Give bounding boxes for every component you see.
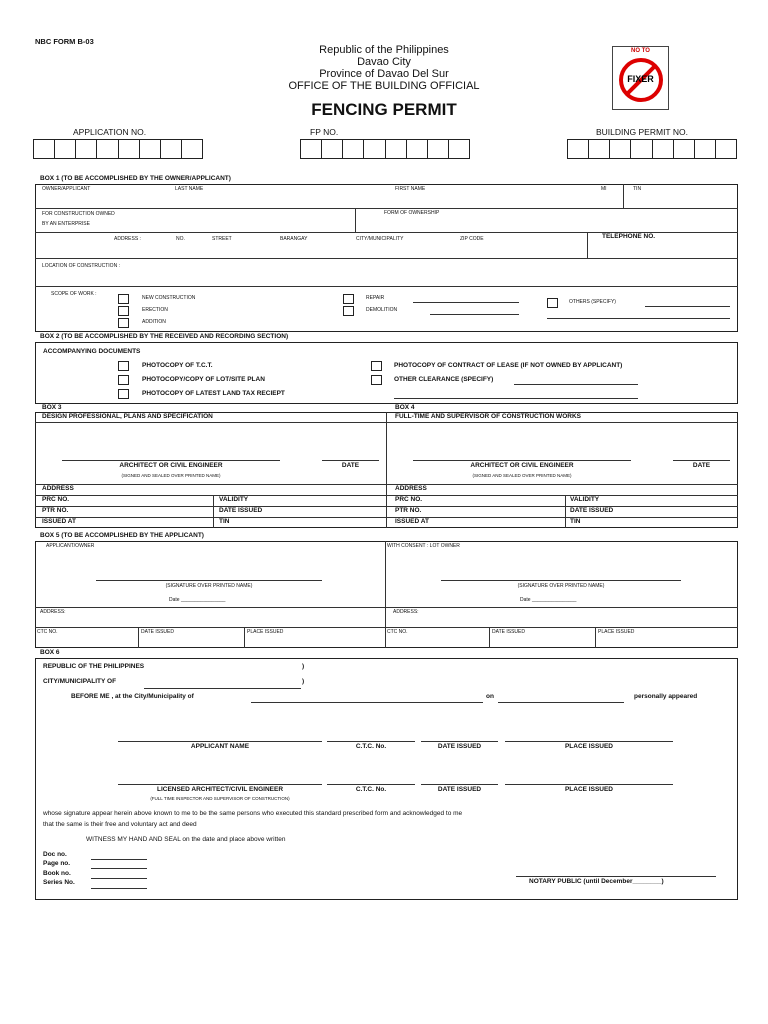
- box4-ptr-label: PTR NO.: [395, 507, 422, 514]
- erection-label: ERECTION: [142, 307, 168, 313]
- fp-no-label: FP NO.: [310, 127, 339, 137]
- lot-owner-date-issued-label: DATE ISSUED: [492, 629, 525, 635]
- box4-heading: BOX 4: [395, 404, 415, 411]
- box3-engineer-label: ARCHITECT OR CIVIL ENGINEER: [119, 462, 223, 469]
- box5-heading: BOX 5 (TO BE ACCOMPLISHED BY THE APPLICANT): [40, 532, 204, 539]
- logo-word: FIXER: [627, 74, 654, 84]
- by-enterprise-label: BY AN ENTERPRISE: [42, 221, 90, 227]
- box3-issued-at-label: ISSUED AT: [42, 518, 76, 525]
- box4-engineer-label: ARCHITECT OR CIVIL ENGINEER: [470, 462, 574, 469]
- lot-owner-address-label: ADDRESS:: [393, 609, 419, 615]
- box3-date-issued-label: DATE ISSUED: [219, 507, 263, 514]
- location-label: LOCATION OF CONSTRUCTION :: [42, 263, 120, 269]
- applicant-owner-label: APPLICANT/OWNER: [46, 543, 95, 549]
- addition-label: ADDITION: [142, 319, 166, 325]
- applicant-ctc-date-label: DATE ISSUED: [437, 743, 482, 750]
- letterhead-office: OFFICE OF THE BUILDING OFFICIAL: [288, 80, 480, 92]
- others-label: OTHERS (SPECIFY): [569, 299, 616, 305]
- demolition-checkbox[interactable]: [343, 306, 354, 316]
- box1-heading: BOX 1 (TO BE ACCOMPLISHED BY THE OWNER/APPLICANT): [40, 175, 231, 182]
- lot-owner-ctc-label: CTC NO.: [387, 629, 408, 635]
- other-clearance-label: OTHER CLEARANCE (SPECIFY): [394, 376, 494, 383]
- contract-checkbox[interactable]: [371, 361, 382, 371]
- applicant-name-label: APPLICANT NAME: [190, 743, 250, 750]
- letterhead-city: Davao City: [357, 56, 411, 68]
- box4-prc-label: PRC NO.: [395, 496, 423, 503]
- form-of-ownership-label: FORM OF OWNERSHIP: [384, 210, 440, 216]
- logo-top-text: NO TO: [631, 48, 650, 54]
- demolition-label: DEMOLITION: [366, 307, 398, 313]
- doc-no-label: Doc no.: [43, 851, 67, 858]
- erection-checkbox[interactable]: [118, 306, 129, 316]
- lot-owner-signature-label: (SIGNATURE OVER PRINTED NAME): [517, 583, 605, 589]
- box3-subheading: DESIGN PROFESSIONAL, PLANS AND SPECIFICATION: [42, 413, 213, 420]
- city-municipality-label: CITY/MUNICIPALITY: [356, 236, 404, 242]
- addition-checkbox[interactable]: [118, 318, 129, 328]
- licensed-engineer-label: LICENSED ARCHITECT/CIVIL ENGINEER: [156, 786, 284, 793]
- new-construction-label: NEW CONSTRUCTION: [142, 295, 196, 301]
- city-paren: ): [302, 678, 305, 685]
- address-label: ADDRESS :: [114, 236, 141, 242]
- page-title: FENCING PERMIT: [311, 100, 457, 119]
- building-permit-no-field[interactable]: [567, 139, 737, 159]
- form-number: NBC FORM B-03: [35, 37, 94, 46]
- other-clearance-checkbox[interactable]: [371, 375, 382, 385]
- box4-subheading: FULL-TIME AND SUPERVISOR OF CONSTRUCTION WORKS: [395, 413, 581, 420]
- owner-name-field[interactable]: [42, 195, 617, 207]
- applicant-ctc-label: CTC NO.: [37, 629, 58, 635]
- lot-owner-place-issued-label: PLACE ISSUED: [598, 629, 635, 635]
- box4-date-issued-label: DATE ISSUED: [570, 507, 614, 514]
- lot-plan-checkbox[interactable]: [118, 375, 129, 385]
- before-me-text: BEFORE ME , at the City/Municipality of: [71, 693, 194, 700]
- repair-checkbox[interactable]: [343, 294, 354, 304]
- book-no-label: Book no.: [43, 870, 71, 877]
- new-construction-checkbox[interactable]: [118, 294, 129, 304]
- building-permit-no-label: BUILDING PERMIT NO.: [596, 127, 688, 137]
- contract-label: PHOTOCOPY OF CONTRACT OF LEASE (IF NOT OWNED BY APPLICANT): [394, 362, 623, 369]
- on-text: on: [486, 693, 494, 700]
- box3-date-label: DATE: [341, 462, 360, 469]
- street-label: STREET: [212, 236, 232, 242]
- tin-label: TIN: [633, 186, 642, 192]
- letterhead-province: Province of Davao Del Sur: [319, 68, 449, 80]
- application-no-field[interactable]: [33, 139, 203, 159]
- letterhead-country: Republic of the Philippines: [319, 44, 449, 56]
- box4-issued-at-label: ISSUED AT: [395, 518, 429, 525]
- box4-date-label: DATE: [692, 462, 711, 469]
- series-no-label: Series No.: [43, 879, 75, 886]
- barangay-label: BARANGAY: [280, 236, 308, 242]
- box3-ptr-label: PTR NO.: [42, 507, 69, 514]
- box4-signed-note: (SIGNED AND SEALED OVER PRINTED NAME): [472, 473, 572, 478]
- zip-code-label: ZIP CODE: [460, 236, 484, 242]
- lot-plan-label: PHOTOCOPY/COPY OF LOT/SITE PLAN: [142, 376, 265, 383]
- applicant-ctc-place-label: PLACE ISSUED: [564, 743, 614, 750]
- acknowledgment-text: whose signature appear herein above known to me to be the same persons who executed this standard prescribed form and acknowledged to me: [43, 810, 463, 817]
- republic-label: REPUBLIC OF THE PHILIPPINES: [43, 663, 145, 670]
- box3-address-label: ADDRESS: [42, 485, 74, 492]
- accompanying-label: ACCOMPANYING DOCUMENTS: [43, 348, 141, 355]
- engineer-ctc-place-label: PLACE ISSUED: [564, 786, 614, 793]
- lot-owner-date[interactable]: Date ________________: [520, 597, 577, 603]
- letterhead: [234, 44, 534, 92]
- application-no-label: APPLICATION NO.: [73, 127, 147, 137]
- notary-public-label: NOTARY PUBLIC (until December________): [529, 878, 664, 885]
- box6-heading: BOX 6: [40, 649, 60, 656]
- fp-no-field[interactable]: [300, 139, 470, 159]
- page-no-label: Page no.: [43, 860, 71, 867]
- no-fixer-logo: [612, 46, 669, 110]
- others-checkbox[interactable]: [547, 298, 558, 308]
- applicant-date[interactable]: Date ________________: [169, 597, 226, 603]
- scope-label: SCOPE OF WORK :: [51, 291, 97, 297]
- acknowledgment-text-2: that the same is their free and voluntary act and deed: [43, 821, 197, 828]
- address-no-label: NO.: [176, 236, 185, 242]
- engineer-ctc-no-label: C.T.C. No.: [355, 786, 387, 793]
- box4-validity-label: VALIDITY: [570, 496, 600, 503]
- applicant-place-issued-label: PLACE ISSUED: [247, 629, 284, 635]
- owner-label: OWNER/APPLICANT: [42, 186, 91, 192]
- fulltime-note: (FULL TIME INSPECTOR AND SUPERVISOR OF CONSTRUCTION): [150, 796, 290, 801]
- appeared-text: personally appeared: [634, 693, 698, 700]
- box4-address-label: ADDRESS: [395, 485, 427, 492]
- engineer-ctc-date-label: DATE ISSUED: [437, 786, 482, 793]
- city-of-label: CITY/MUNICIPALITY OF: [43, 678, 117, 685]
- republic-paren: ): [302, 663, 305, 670]
- box3-signed-note: (SIGNED AND SEALED OVER PRINTED NAME): [121, 473, 221, 478]
- applicant-address-label: ADDRESS:: [40, 609, 66, 615]
- land-tax-label: PHOTOCOPY OF LATEST LAND TAX RECIEPT: [142, 390, 285, 397]
- lot-owner-label: WITH CONSENT : LOT OWNER: [387, 543, 460, 549]
- box4-tin-label: TIN: [570, 518, 581, 525]
- applicant-ctc-no-label: C.T.C. No.: [355, 743, 387, 750]
- applicant-signature-label: (SIGNATURE OVER PRINTED NAME): [165, 583, 253, 589]
- last-name-label: LAST NAME: [175, 186, 204, 192]
- repair-label: REPAIR: [366, 295, 385, 301]
- applicant-date-issued-label: DATE ISSUED: [141, 629, 174, 635]
- first-name-label: FIRST NAME: [395, 186, 426, 192]
- mi-label: MI: [601, 186, 607, 192]
- box3-tin-label: TIN: [219, 518, 230, 525]
- tct-label: PHOTOCOPY OF T.C.T.: [142, 362, 213, 369]
- witness-text: WITNESS MY HAND AND SEAL on the date and place above written: [86, 836, 286, 843]
- box2: [35, 342, 738, 404]
- for-construction-label: FOR CONSTRUCTION OWNED: [42, 211, 115, 217]
- tct-checkbox[interactable]: [118, 361, 129, 371]
- box3-validity-label: VALIDITY: [219, 496, 249, 503]
- box3-heading: BOX 3: [42, 404, 62, 411]
- box2-heading: BOX 2 (TO BE ACCOMPLISHED BY THE RECEIVED AND RECORDING SECTION): [40, 333, 289, 340]
- telephone-label: TELEPHONE NO.: [602, 233, 656, 240]
- land-tax-checkbox[interactable]: [118, 389, 129, 399]
- box3-prc-label: PRC NO.: [42, 496, 70, 503]
